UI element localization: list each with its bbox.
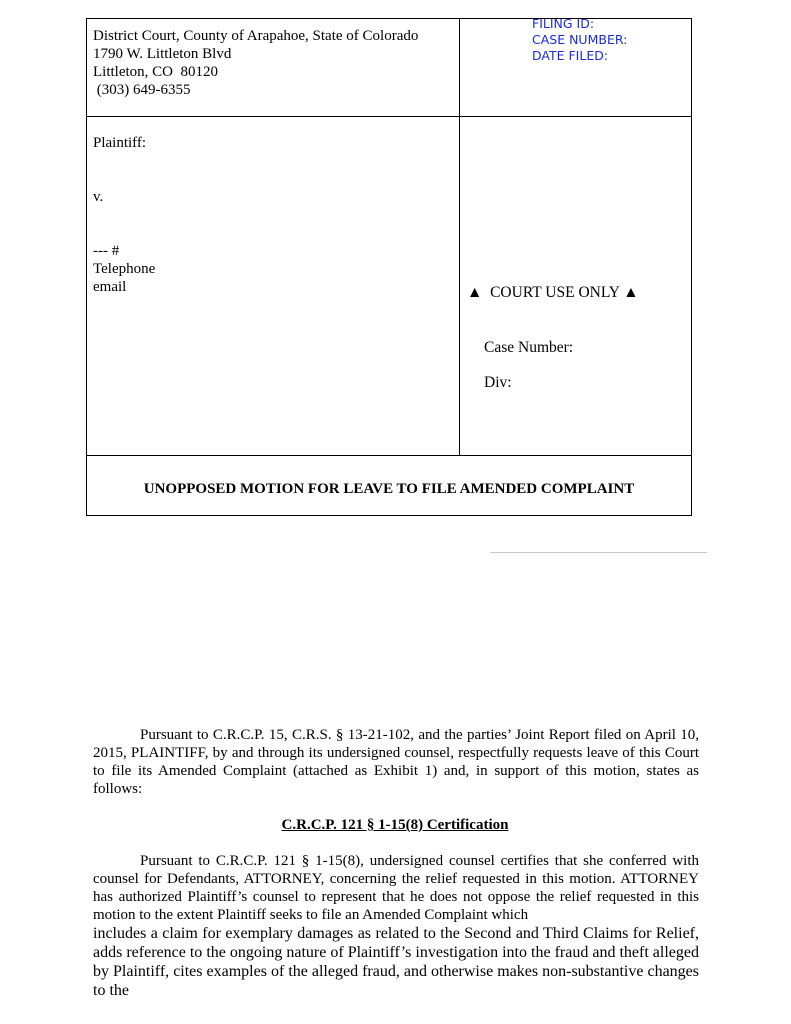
certification-paragraph (93, 852, 699, 1000)
court-phone: (303) 649-6355 (93, 82, 191, 98)
section-heading: C.R.C.P. 121 § 1-15(8) Certification (281, 817, 509, 833)
division-label: Div: (484, 374, 512, 391)
caption-divider-title (87, 455, 691, 456)
signature-line (490, 552, 707, 553)
certification-text-part2: includes a claim for exemplary damages as related to the Second and Third Claims for Relief, adds reference to the ongoing nature of Plaintiff’s investigation into the fraud and theft alleged by Plaintiff, cites examples of the alleged fraud, and otherwise makes non-substantive changes to the (93, 925, 699, 999)
court-case-number-label: Case Number: (484, 339, 574, 356)
versus-label: v. (93, 189, 104, 205)
parties-block (93, 134, 155, 296)
case-number-label: CASE NUMBER: (532, 32, 628, 47)
telephone-label: Telephone (93, 261, 156, 277)
certification-text-part1: Pursuant to C.R.C.P. 121 § 1-15(8), undersigned counsel certifies that she conferred with counsel for Defendants, ATTORNEY, concerning the relief requested in this motion. ATTORNEY has authorized Plaintiff’s counsel to represent that he does not oppose the relief requested in this motion to the extent Plaintiff seeks to file an Amended Complaint which (93, 853, 699, 923)
caption-table (86, 18, 692, 516)
court-city: Littleton, CO 80120 (93, 64, 218, 80)
document-title: UNOPPOSED MOTION FOR LEAVE TO FILE AMENDED COMPLAINT (143, 481, 635, 497)
email-label: email (93, 279, 127, 295)
caption-divider-header (87, 116, 691, 117)
filing-id-label: FILING ID: (532, 16, 595, 31)
court-name: District Court, County of Arapahoe, State of Colorado (93, 28, 419, 44)
intro-paragraph: Pursuant to C.R.C.P. 15, C.R.S. § 13-21-102, and the parties’ Joint Report filed on April 10, 2015, PLAINTIFF, by and through its undersigned counsel, respectfully requests leave of this Court to file its Amended Complaint (attached as Exhibit 1) and, in support of this motion, states as follows: (93, 727, 699, 797)
date-filed-label: DATE FILED: (532, 48, 609, 63)
caption-divider-vertical (459, 19, 460, 456)
court-info (93, 27, 418, 99)
attorney-number: --- # (93, 243, 120, 259)
court-use-only-label: ▲ COURT USE ONLY ▲ (467, 284, 639, 301)
plaintiff-label: Plaintiff: (93, 135, 147, 151)
court-street: 1790 W. Littleton Blvd (93, 46, 232, 62)
filing-info (532, 16, 627, 64)
